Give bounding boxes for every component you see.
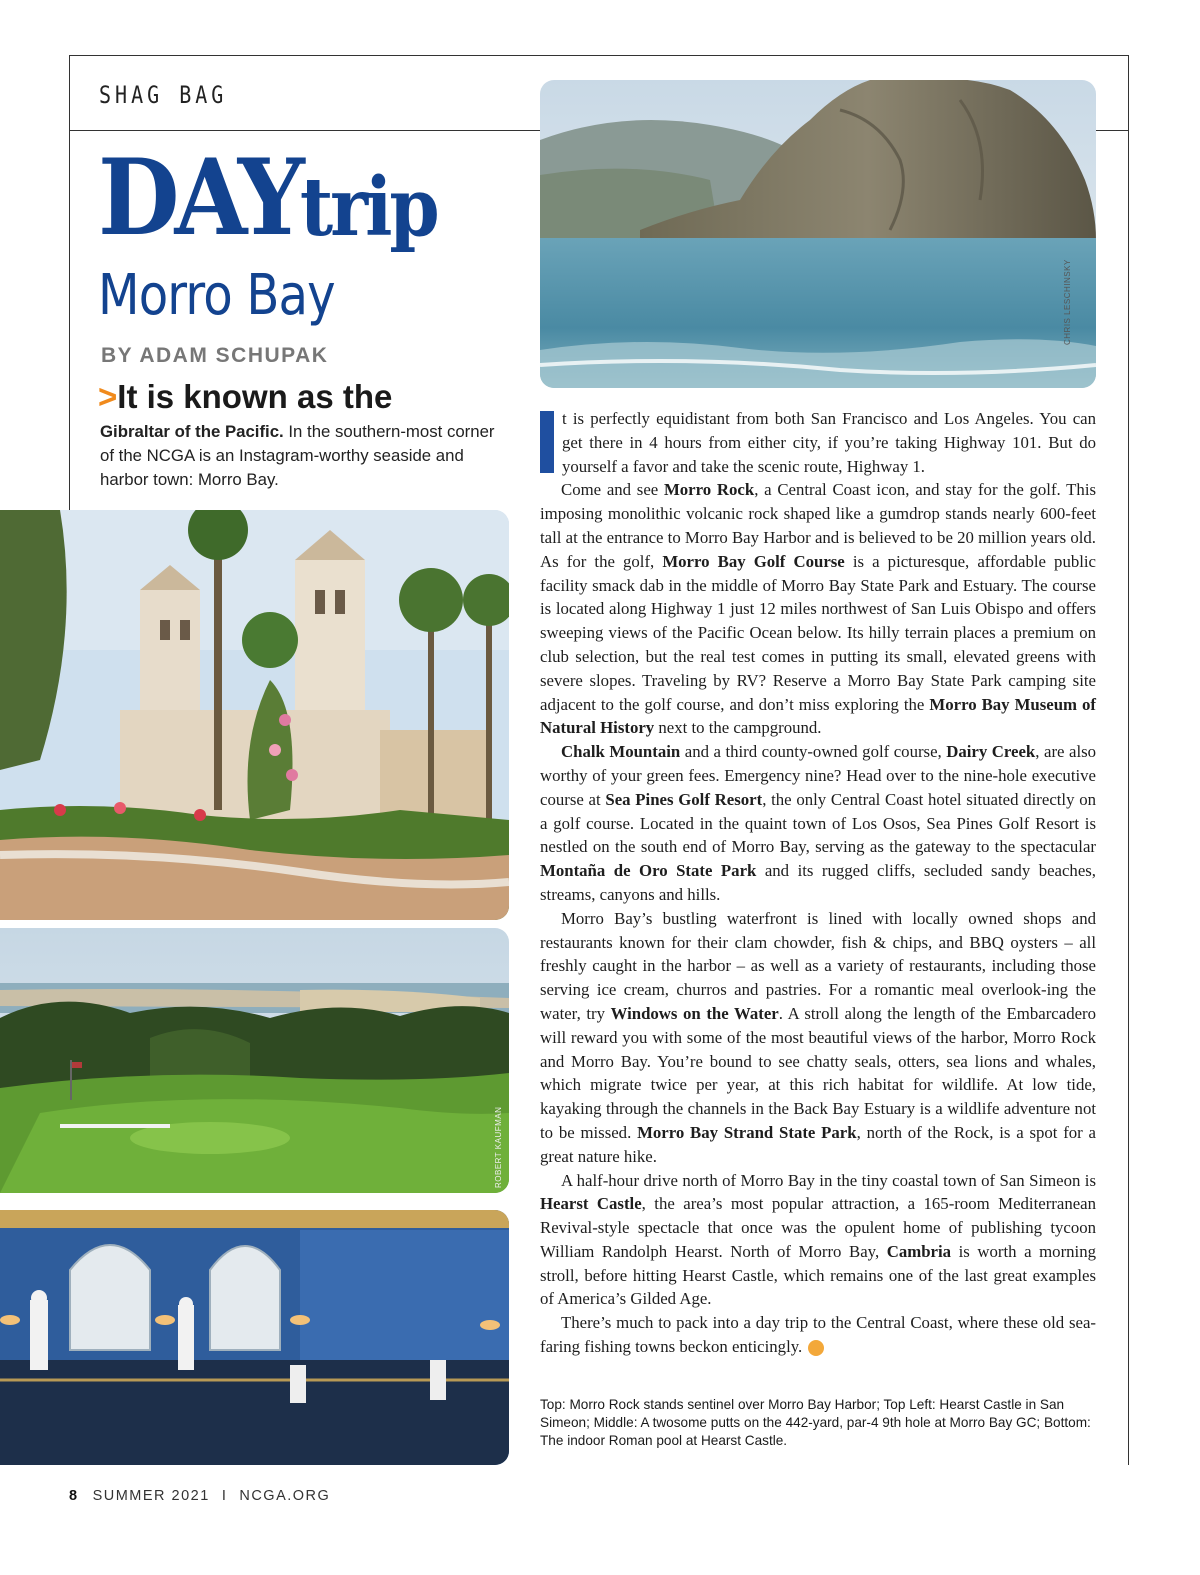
body-paragraph: Morro Bay’s bustling waterfront is lined with locally owned shops and restaurants known for their clam chowder, fish & chips, and BBQ oysters – all freshly caught in the harbor – as well as a variety of restaurants, including those serving ice cream, churros and pastries. For a romantic meal overlook-ing the water, try Windows on the Water. A stroll along the length of the Embarcadero will reward you with some of the most beautiful views of the harbor, Morro Rock and Morro Bay. You’re bound to see chatty seals, otters, sea lions and whales, which migrate twice per year, at this rich habitat for wildlife. At low tide, kayaking through the channels in the Back Bay Estuary is a wildlife adventure not to be missed. Morro Bay Strand State Park, north of the Rock, is a spot for a great nature hike. — [540, 908, 1097, 1166]
photo-morro-rock — [540, 80, 1096, 388]
footer-separator: I — [221, 1488, 228, 1504]
photo-roman-pool — [0, 1210, 509, 1465]
body-paragraph: There’s much to pack into a day trip to the Central Coast, where these old sea-faring fishing towns beckon enticingly. — [540, 1313, 1096, 1357]
headline-day: DAY — [98, 136, 300, 260]
frame-left-rule — [69, 55, 70, 510]
photo-credit-top: CHRIS LESCHINSKY — [1063, 259, 1072, 345]
headline-place: Morro Bay — [98, 263, 335, 328]
frame-top-rule — [69, 55, 1129, 56]
headline-trip: trip — [299, 158, 437, 254]
headline — [98, 136, 437, 260]
photo-hearst-castle — [0, 510, 509, 920]
lead-bold: Gibraltar of the Pacific. — [100, 422, 284, 441]
frame-right-rule — [1128, 55, 1129, 1465]
byline: BY ADAM SCHUPAK — [101, 344, 329, 367]
site-url: NCGA.ORG — [239, 1488, 331, 1504]
body-paragraph: t is perfectly equidistant from both San Francisco and Los Angeles. You can get there in 4 hours from either city, if you’re taking Highway 101. But do yourself a favor and take the scenic route, Highway 1. — [540, 407, 1096, 478]
lead-marker: > — [98, 378, 118, 415]
lead-big-text: It is known as the — [117, 378, 393, 415]
lead-intro — [98, 378, 392, 416]
issue-date: SUMMER 2021 — [92, 1488, 210, 1504]
lead-paragraph — [100, 420, 505, 492]
body-paragraph: A half-hour drive north of Morro Bay in the tiny coastal town of San Simeon is Hearst Castle, the area’s most popular attraction, a 165-room Mediterranean Revival-style spectacle that once was the opulent home of publishing tycoon William Randolph Hearst. North of Morro Bay, Cambria is worth a morning stroll, before hitting Hearst Castle, which remains one of the last great examples of America’s Gilded Age. — [540, 1170, 1096, 1309]
end-mark-icon — [808, 1340, 824, 1356]
photo-credit-middle: ROBERT KAUFMAN — [494, 1106, 503, 1188]
photo-caption: Top: Morro Rock stands sentinel over Morro Bay Harbor; Top Left: Hearst Castle in San Simeon; Middle: A twosome putts on the 442-yard, par-4 9th hole at Morro Bay GC; Bottom: The indoor Roman pool at Hearst Castle. — [540, 1397, 1091, 1448]
article-body — [540, 407, 1096, 1359]
lead-rest: In the southern-most corner of the NCGA is an Instagram-worthy seaside and harbor town: Morro Bay. — [100, 422, 495, 489]
body-paragraph: Come and see Morro Rock, a Central Coast icon, and stay for the golf. This imposing monolithic volcanic rock shaped like a gumdrop stands nearly 600-feet tall at the entrance to Morro Bay Harbor and is believed to be 20 million years old. As for the golf, Morro Bay Golf Course is a picturesque, affordable public facility smack dab in the middle of Morro Bay State Park and Estuary. The course is located along Highway 1 just 12 miles northwest of San Luis Obispo and offers sweeping views of the Pacific Ocean below. Its hilly terrain places a premium on club selection, but the real test comes in putting its small, elevated greens with severe slopes. Traveling by RV? Reserve a Morro Bay State Park camping site adjacent to the golf course, and don’t miss exploring the Morro Bay Museum of Natural History next to the campground. — [540, 480, 1097, 738]
page-footer — [69, 1488, 330, 1504]
photo-golf-course — [0, 928, 509, 1193]
page-number: 8 — [69, 1488, 79, 1504]
dropcap — [540, 411, 554, 473]
body-paragraph: Chalk Mountain and a third county-owned golf course, Dairy Creek, are also worthy of your green fees. Emergency nine? Head over to the nine-hole executive course at Sea Pines Golf Resort, the only Central Coast hotel situated directly on a golf course. Located in the quaint town of Los Osos, Sea Pines Golf Resort is nestled on the south end of Morro Bay, serving as the gateway to the spectacular Montaña de Oro State Park and its rugged cliffs, secluded sandy beaches, streams, canyons and hills. — [540, 742, 1097, 904]
section-label: SHAG BAG — [99, 80, 228, 109]
